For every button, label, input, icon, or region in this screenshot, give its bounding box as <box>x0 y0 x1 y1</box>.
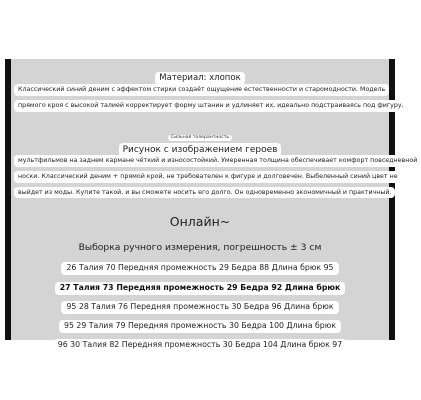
product-description-panel <box>5 59 418 349</box>
size-row-text: 95 29 Талия 79 Передняя промежность 30 Бедра 100 Длина брюк <box>59 320 341 333</box>
print-line: носки. Классический деним + прямой крой, не требователен к фигуре и долговечен. Выбеленный синий цвет не <box>14 171 402 183</box>
size-row-text: 26 Талия 70 Передняя промежность 29 Бедра 88 Длина брюк 95 <box>61 262 338 275</box>
print-title: Рисунок с изображением героев <box>119 143 282 157</box>
description-paragraph <box>14 84 404 116</box>
size-row <box>11 275 389 295</box>
description-content <box>11 59 418 349</box>
size-row <box>11 313 389 333</box>
size-row-text: 95 28 Талия 76 Передняя промежность 30 Бедра 96 Длина брюк <box>61 301 338 314</box>
description-line: Классический синий деним с эффектом стирки создаёт ощущение естественности и старомодности. Модель <box>14 84 389 96</box>
material-title: Материал: хлопок <box>155 72 244 85</box>
size-row <box>11 255 389 275</box>
size-row-text: 27 Талия 73 Передняя промежность 29 Бедра 92 Длина брюк <box>55 282 346 295</box>
print-line: мультфильмов на заднем кармане чёткий и износостойкий. Умеренная толщина обеспечивает комфорт повседневной <box>14 155 421 167</box>
online-row <box>11 211 389 231</box>
measure-row <box>11 235 389 254</box>
measure-title: Выборка ручного измерения, погрешность ± 3 см <box>78 242 322 253</box>
print-paragraph <box>14 155 418 202</box>
print-line: выйдет из моды. Купите такой, и вы сможете носить его долго. Он одновременно экономичный и практичный. <box>14 187 395 199</box>
small-label: Сильная толерантность <box>168 135 232 141</box>
size-row <box>11 332 389 352</box>
size-row-text: 96 30 Талия 82 Передняя промежность 30 Бедра 104 Длина брюк 97 <box>53 339 347 352</box>
description-line: прямого кроя с высокой талией корректирует форму штанин и удлиняет их, идеально подстраиваясь под фигуру. <box>14 100 408 112</box>
material-row <box>11 65 389 85</box>
online-title: Онлайн~ <box>169 214 231 229</box>
size-row <box>11 294 389 314</box>
